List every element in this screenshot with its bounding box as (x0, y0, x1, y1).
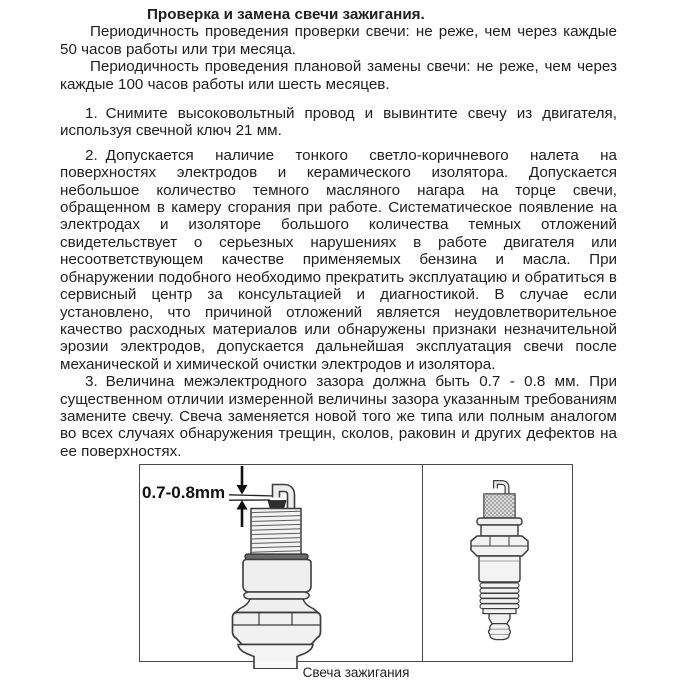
page-title: Проверка и замена свечи зажигания. (147, 6, 425, 23)
list-item-2 (60, 147, 617, 373)
list-item-1-text: Снимите высоковольтный провод и вывинтите свечу из двигателя, используя свечной ключ 21 мм. (60, 105, 617, 140)
list-item-1 (60, 105, 617, 140)
list-item-2-text: Допускается наличие тонкого светло-коричневого налета на поверхностях электродов и керамического изолятора. Допускается небольшое количество темного масляного нагара на торце свечи, обращенном в камеру сгорания при работе. Систематическое появление на электродах и изоляторе большого количества темных отложений свидетельствует о серьезных нарушениях в работе двигателя или несоответствующем качестве применяемых бензина и масла. При обнаружении подобного необходимо прекратить эксплуатацию и обратиться в сервисный центр за консультацией и диагностикой. В случае если установлено, что причиной отложений является неудовлетворительное качество расходных материалов или обнаружены признаки незначительной эрозии электродов, допускается дальнейшая эксплуатация свечи после механической и химической очистки электродов и изолятора. (60, 146, 617, 373)
list-item-1-number: 1. (85, 105, 98, 123)
gap-lines (229, 495, 275, 500)
spark-plug-gap-panel (140, 465, 423, 661)
gap-dimension-label: 0.7-0.8mm (142, 483, 226, 503)
list-item-2-number: 2. (85, 146, 98, 164)
intro-paragraph-2: Периодичность проведения плановой замены свечи: не реже, чем через каждые 100 часов работы или шесть месяцев. (60, 58, 617, 93)
spark-plug-side-panel (423, 465, 573, 661)
up-arrow-icon (237, 500, 248, 527)
spark-plug-side-view-icon (423, 465, 573, 658)
spark-plug-figure (139, 464, 573, 680)
list-item-3-text: Величина межэлектродного зазора должна быть 0.7 - 0.8 мм. При существенном отличии измеренной величины зазора указанным требованиям замените свечу. Свеча заменяется новой того же типа или полным аналогом во всех случаях обнаружения трещин, сколов, раковин и других дефектов на ее поверхностях. (60, 373, 617, 460)
down-arrow-icon (237, 466, 248, 495)
intro-paragraph-1: Периодичность проведения проверки свечи: не реже, чем через каждые 50 часов работы или три месяца. (60, 23, 617, 58)
list-item-3 (60, 373, 617, 460)
figure-caption: Свеча зажигания (302, 665, 410, 681)
figure-frame (139, 464, 573, 662)
list-item-3-number: 3. (85, 373, 98, 391)
